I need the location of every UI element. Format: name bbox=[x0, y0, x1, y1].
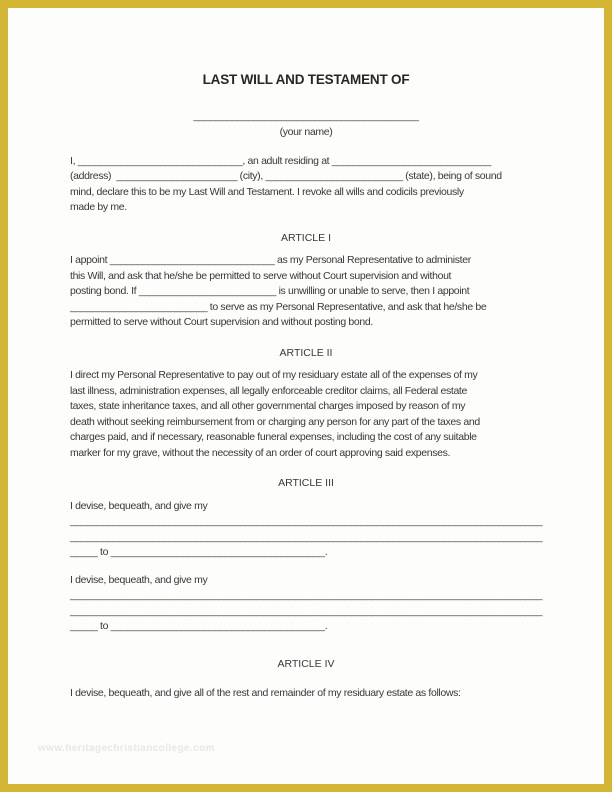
bequest-block-1 bbox=[70, 499, 542, 561]
bequest-description-blank[interactable]: ______________________________________________________________________________________ bbox=[70, 515, 543, 527]
article-1-paragraph bbox=[70, 253, 542, 331]
article-2-line: marker for my grave, without the necessity of an order of court approving said expenses. bbox=[70, 446, 451, 459]
article-4-heading: ARTICLE IV bbox=[277, 657, 335, 670]
article-2-line: taxes, state inheritance taxes, and all other governmental charges imposed by reason of my bbox=[70, 400, 466, 412]
article-1-line: _________________________ to serve as my Personal Representative, and ask that he/she be bbox=[70, 300, 487, 313]
article-1-line: permitted to serve without Court supervision and without posting bond. bbox=[70, 316, 373, 328]
article-4-line: I devise, bequeath, and give all of the rest and remainder of my residuary estate as follows: bbox=[70, 687, 461, 699]
bequest-recipient-blank[interactable]: _____ to _______________________________________. bbox=[70, 546, 328, 558]
bequest-intro: I devise, bequeath, and give my bbox=[70, 573, 208, 586]
article-2-line: charges paid, and if necessary, reasonable funeral expenses, including the cost of any suitable bbox=[70, 431, 477, 443]
document-content bbox=[8, 72, 604, 702]
article-2-heading: ARTICLE II bbox=[279, 346, 333, 359]
bequest-block-2 bbox=[70, 573, 542, 635]
article-2-paragraph bbox=[70, 368, 542, 461]
opening-paragraph bbox=[70, 154, 542, 216]
testator-name-caption: (your name) bbox=[279, 126, 333, 138]
article-4-paragraph bbox=[70, 686, 542, 702]
article-2-line: death without seeking reimbursement from or charging any person for any part of the taxes and bbox=[70, 415, 480, 428]
opening-line: mind, declare this to be my Last Will and Testament. I revoke all wills and codicils previously bbox=[70, 185, 464, 198]
watermark-text: www.heritagechristiancollege.com bbox=[38, 743, 215, 754]
testator-name-blank[interactable]: _________________________________________ bbox=[193, 109, 419, 122]
article-1-line: I appoint ______________________________ as my Personal Representative to administer bbox=[70, 254, 471, 266]
opening-line: I, ______________________________, an adult residing at _____________________________ bbox=[70, 154, 492, 167]
bequest-description-blank[interactable]: ______________________________________________________________________________________ bbox=[70, 530, 543, 543]
article-2-line: last illness, administration expenses, all legally enforceable creditor claims, all Federal estate bbox=[70, 384, 467, 397]
article-1-heading: ARTICLE I bbox=[281, 231, 331, 244]
bequest-intro: I devise, bequeath, and give my bbox=[70, 499, 208, 512]
article-1-line: this Will, and ask that he/she be permitted to serve without Court supervision and without bbox=[70, 269, 452, 282]
article-2-line: I direct my Personal Representative to pay out of my residuary estate all of the expenses of my bbox=[70, 369, 478, 381]
bequest-recipient-blank[interactable]: _____ to _______________________________________. bbox=[70, 620, 328, 632]
bequest-description-blank[interactable]: ______________________________________________________________________________________ bbox=[70, 604, 543, 617]
opening-line: (address) ______________________ (city), _________________________ (state), being of sound bbox=[70, 170, 502, 182]
document-title: LAST WILL AND TESTAMENT OF bbox=[202, 72, 410, 87]
article-3-heading: ARTICLE III bbox=[278, 477, 334, 489]
opening-line: made by me. bbox=[70, 201, 127, 213]
bequest-description-blank[interactable]: ______________________________________________________________________________________ bbox=[70, 589, 543, 601]
article-1-line: posting bond. If _________________________ is unwilling or unable to serve, then I appoint bbox=[70, 285, 470, 297]
